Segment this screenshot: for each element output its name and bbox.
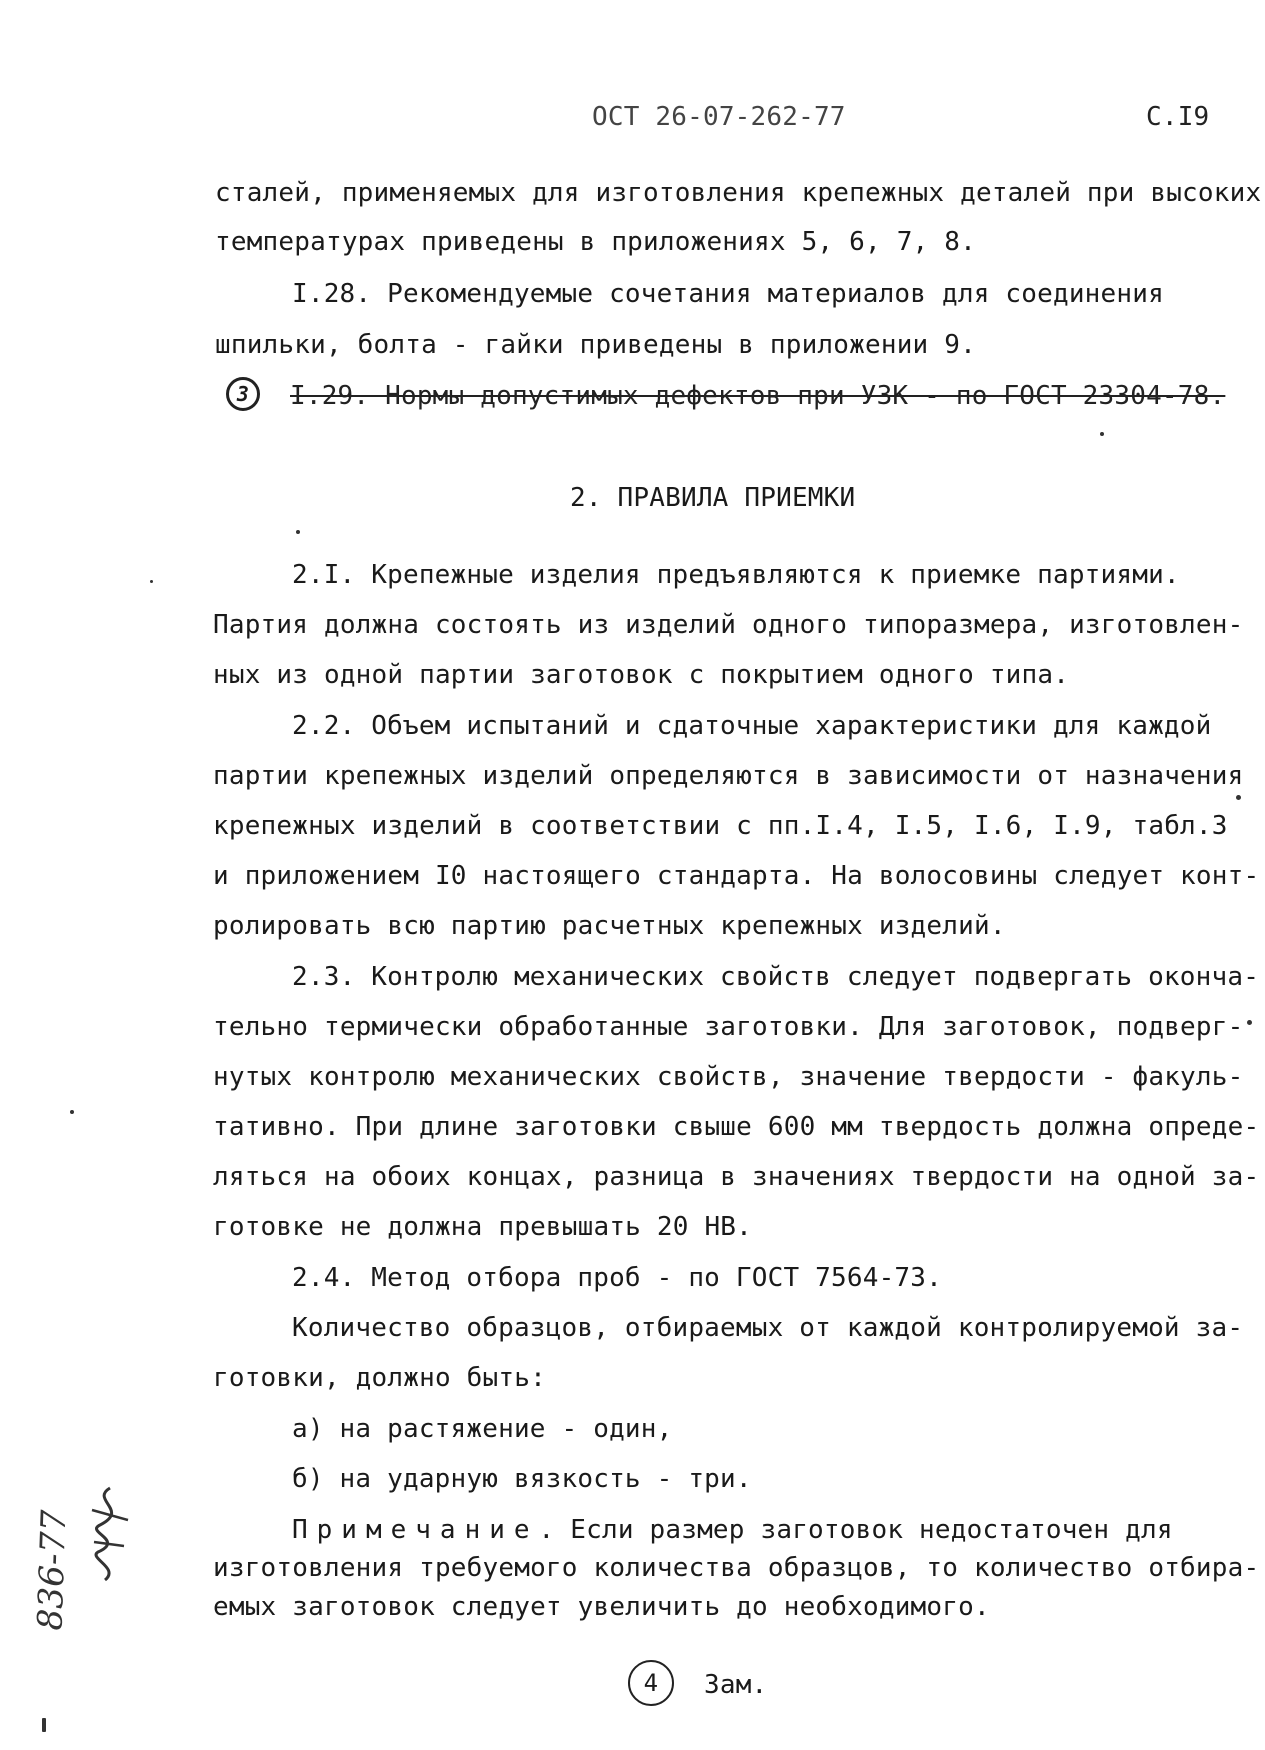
margin-handwritten-annotation bbox=[20, 1480, 140, 1650]
scan-speck bbox=[1247, 1020, 1252, 1025]
text-line: крепежных изделий в соответствии с пп.I.4, I.5, I.6, I.9, табл.3 bbox=[213, 811, 1228, 841]
change-label: Зам. bbox=[704, 1670, 768, 1700]
note-label: Примечание bbox=[292, 1515, 539, 1545]
change-number-circle: 4 bbox=[628, 1660, 674, 1706]
text-line: ляться на обоих концах, разница в значениях твердости на одной за- bbox=[213, 1162, 1260, 1192]
text-line: нутых контролю механических свойств, значение твердости - факуль- bbox=[213, 1062, 1244, 1092]
page-number: С.I9 bbox=[1146, 102, 1210, 132]
text-line: Партия должна состоять из изделий одного типоразмера, изготовлен- bbox=[213, 610, 1244, 640]
scan-speck bbox=[1236, 795, 1241, 800]
signature-icon bbox=[80, 1480, 140, 1590]
text-line: температурах приведены в приложениях 5, 6, 7, 8. bbox=[215, 227, 976, 257]
text-line: ролировать всю партию расчетных крепежных изделий. bbox=[213, 911, 1006, 941]
page-header bbox=[0, 104, 1265, 134]
clause-2-4-line: 2.4. Метод отбора проб - по ГОСТ 7564-73. bbox=[292, 1263, 942, 1293]
text-line: сталей, применяемых для изготовления крепежных деталей при высоких bbox=[215, 178, 1262, 208]
clause-1-28-line: I.28. Рекомендуемые сочетания материалов для соединения bbox=[292, 279, 1164, 309]
margin-number: 836-77 bbox=[30, 1508, 75, 1632]
section-heading: 2. ПРАВИЛА ПРИЕМКИ bbox=[570, 483, 856, 513]
text-line: ных из одной партии заготовок с покрытием одного типа. bbox=[213, 660, 1070, 690]
struck-clause-1-29: I.29. Нормы допустимых дефектов при УЗК - по ГОСТ 23304-78. bbox=[290, 381, 1226, 411]
note-text: . Если размер заготовок недостаточен для bbox=[538, 1515, 1173, 1545]
note-line: изготовления требуемого количества образцов, то количество отбира- bbox=[213, 1553, 1260, 1583]
text-line: тативно. При длине заготовки свыше 600 мм твердость должна опреде- bbox=[213, 1112, 1260, 1142]
text-line: готовки, должно быть: bbox=[213, 1363, 546, 1393]
clause-2-3-line: 2.3. Контролю механических свойств следует подвергать оконча- bbox=[292, 962, 1260, 992]
clause-2-2-line: 2.2. Объем испытаний и сдаточные характеристики для каждой bbox=[292, 711, 1212, 741]
text-line: Количество образцов, отбираемых от каждой контролируемой за- bbox=[292, 1313, 1244, 1343]
note-line: емых заготовок следует увеличить до необходимого. bbox=[213, 1592, 990, 1622]
list-item-a: а) на растяжение - один, bbox=[292, 1414, 673, 1444]
note-line bbox=[292, 1517, 1173, 1543]
scan-speck bbox=[150, 580, 153, 583]
revision-mark: 3 bbox=[226, 377, 260, 411]
scan-speck bbox=[42, 1718, 46, 1732]
text-line: готовке не должна превышать 20 НВ. bbox=[213, 1212, 753, 1242]
list-item-b: б) на ударную вязкость - три. bbox=[292, 1464, 752, 1494]
text-line: шпильки, болта - гайки приведены в приложении 9. bbox=[215, 330, 976, 360]
scan-speck bbox=[1100, 432, 1104, 436]
text-line: партии крепежных изделий определяются в зависимости от назначения bbox=[213, 761, 1244, 791]
text-line: тельно термически обработанные заготовки. Для заготовок, подверг- bbox=[213, 1012, 1244, 1042]
text-line: и приложением I0 настоящего стандарта. На волосовины следует конт- bbox=[213, 861, 1260, 891]
clause-2-1-line: 2.I. Крепежные изделия предъявляются к приемке партиями. bbox=[292, 560, 1180, 590]
scan-speck bbox=[296, 530, 300, 534]
document-code: ОСТ 26-07-262-77 bbox=[592, 102, 846, 132]
scan-speck bbox=[70, 1110, 74, 1114]
